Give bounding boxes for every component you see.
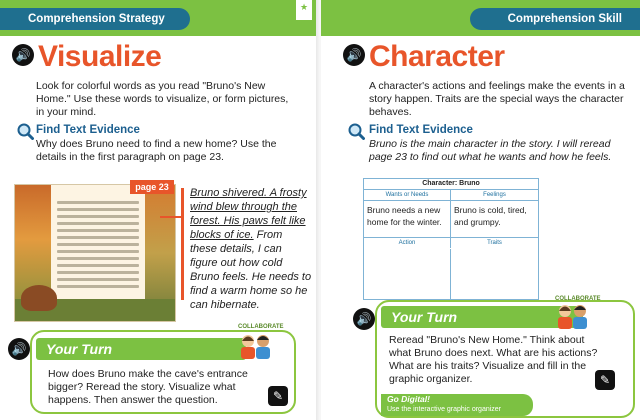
right-your-turn-text: Reread "Bruno's New Home." Think about what Bruno does next. What are his actions? What are his traits? Visualize and fill in the graphic organizer. <box>389 334 598 385</box>
left-header-tab: Comprehension Strategy <box>0 8 190 30</box>
organizer-cell-action[interactable] <box>364 249 451 299</box>
organizer-title: Character: Bruno <box>364 179 538 190</box>
right-find-evidence-heading: Find Text Evidence <box>369 124 473 136</box>
organizer-cell-feelings[interactable]: Bruno is cold, tired, and grumpy. <box>451 201 538 238</box>
bear-illustration <box>21 285 57 311</box>
go-digital-title: Go Digital! <box>387 394 430 404</box>
left-page <box>0 0 319 420</box>
right-magnifier-icon <box>347 122 365 140</box>
left-your-turn-text: How does Bruno make the cave's entrance bigger? Reread the story. Visualize what happens. Then answer the question. <box>48 368 248 406</box>
right-your-turn-speaker-icon[interactable]: 🔊 <box>353 308 375 330</box>
right-collaborate-label: COLLABORATE <box>555 296 601 302</box>
right-intro: A character's actions and feelings make the events in a story happen. Traits are the special ways the character behaves. <box>369 80 625 118</box>
right-audio-speaker-icon[interactable]: 🔊 <box>343 44 365 66</box>
organizer-header-feelings: Feelings <box>451 190 538 201</box>
go-digital-banner[interactable] <box>381 394 533 416</box>
page-reference-tag: page 23 <box>130 180 174 194</box>
left-collaborate-label: COLLABORATE <box>238 324 284 330</box>
right-your-turn-banner: Your Turn <box>381 306 583 328</box>
left-title: Visualize <box>38 40 162 73</box>
think-aloud-note <box>190 186 312 312</box>
right-write-pencil-icon[interactable]: ✎ <box>595 370 615 390</box>
left-your-turn-banner: Your Turn <box>36 338 246 360</box>
left-collaborate-kids-icon <box>236 332 276 362</box>
organizer-cell-traits[interactable] <box>451 249 538 299</box>
left-write-pencil-icon[interactable]: ✎ <box>268 386 288 406</box>
organizer-cell-wants[interactable]: Bruno needs a new home for the winter. <box>364 201 451 238</box>
character-graphic-organizer <box>363 178 539 300</box>
left-audio-speaker-icon[interactable]: 🔊 <box>12 44 34 66</box>
bookmark-ribbon <box>296 0 312 20</box>
underlined-evidence: Bruno shivered. A frosty wind blew through the forest. His paws felt like blocks of ice. <box>190 187 307 241</box>
left-find-evidence-heading: Find Text Evidence <box>36 124 140 136</box>
right-find-evidence-text: Bruno is the main character in the story. I will reread page 23 to find out what he wants and how he feels. <box>369 138 612 163</box>
note-explanation: From these details, I can figure out how cold Bruno feels. He needs to find a warm home so he can hibernate. <box>190 229 312 311</box>
go-digital-text: Use the interactive graphic organizer <box>387 406 502 413</box>
left-your-turn-speaker-icon[interactable]: 🔊 <box>8 338 30 360</box>
story-page-thumbnail <box>14 184 176 322</box>
left-intro: Look for colorful words as you read "Bruno's New Home." Use these words to visualize, or form pictures, in your mind. <box>36 80 289 118</box>
right-header-tab: Comprehension Skill <box>470 8 640 30</box>
organizer-header-wants: Wants or Needs <box>364 190 451 201</box>
right-title: Character <box>369 40 505 73</box>
right-page <box>321 0 640 420</box>
organizer-header-traits: Traits <box>487 240 502 246</box>
right-collaborate-kids-icon <box>553 302 593 332</box>
left-find-evidence-text: Why does Bruno need to find a new home? Use the details in the first paragraph on page 23. <box>36 138 277 163</box>
left-magnifier-icon <box>16 122 34 140</box>
star-icon: ★ <box>299 2 309 12</box>
organizer-header-action: Action <box>364 238 451 248</box>
